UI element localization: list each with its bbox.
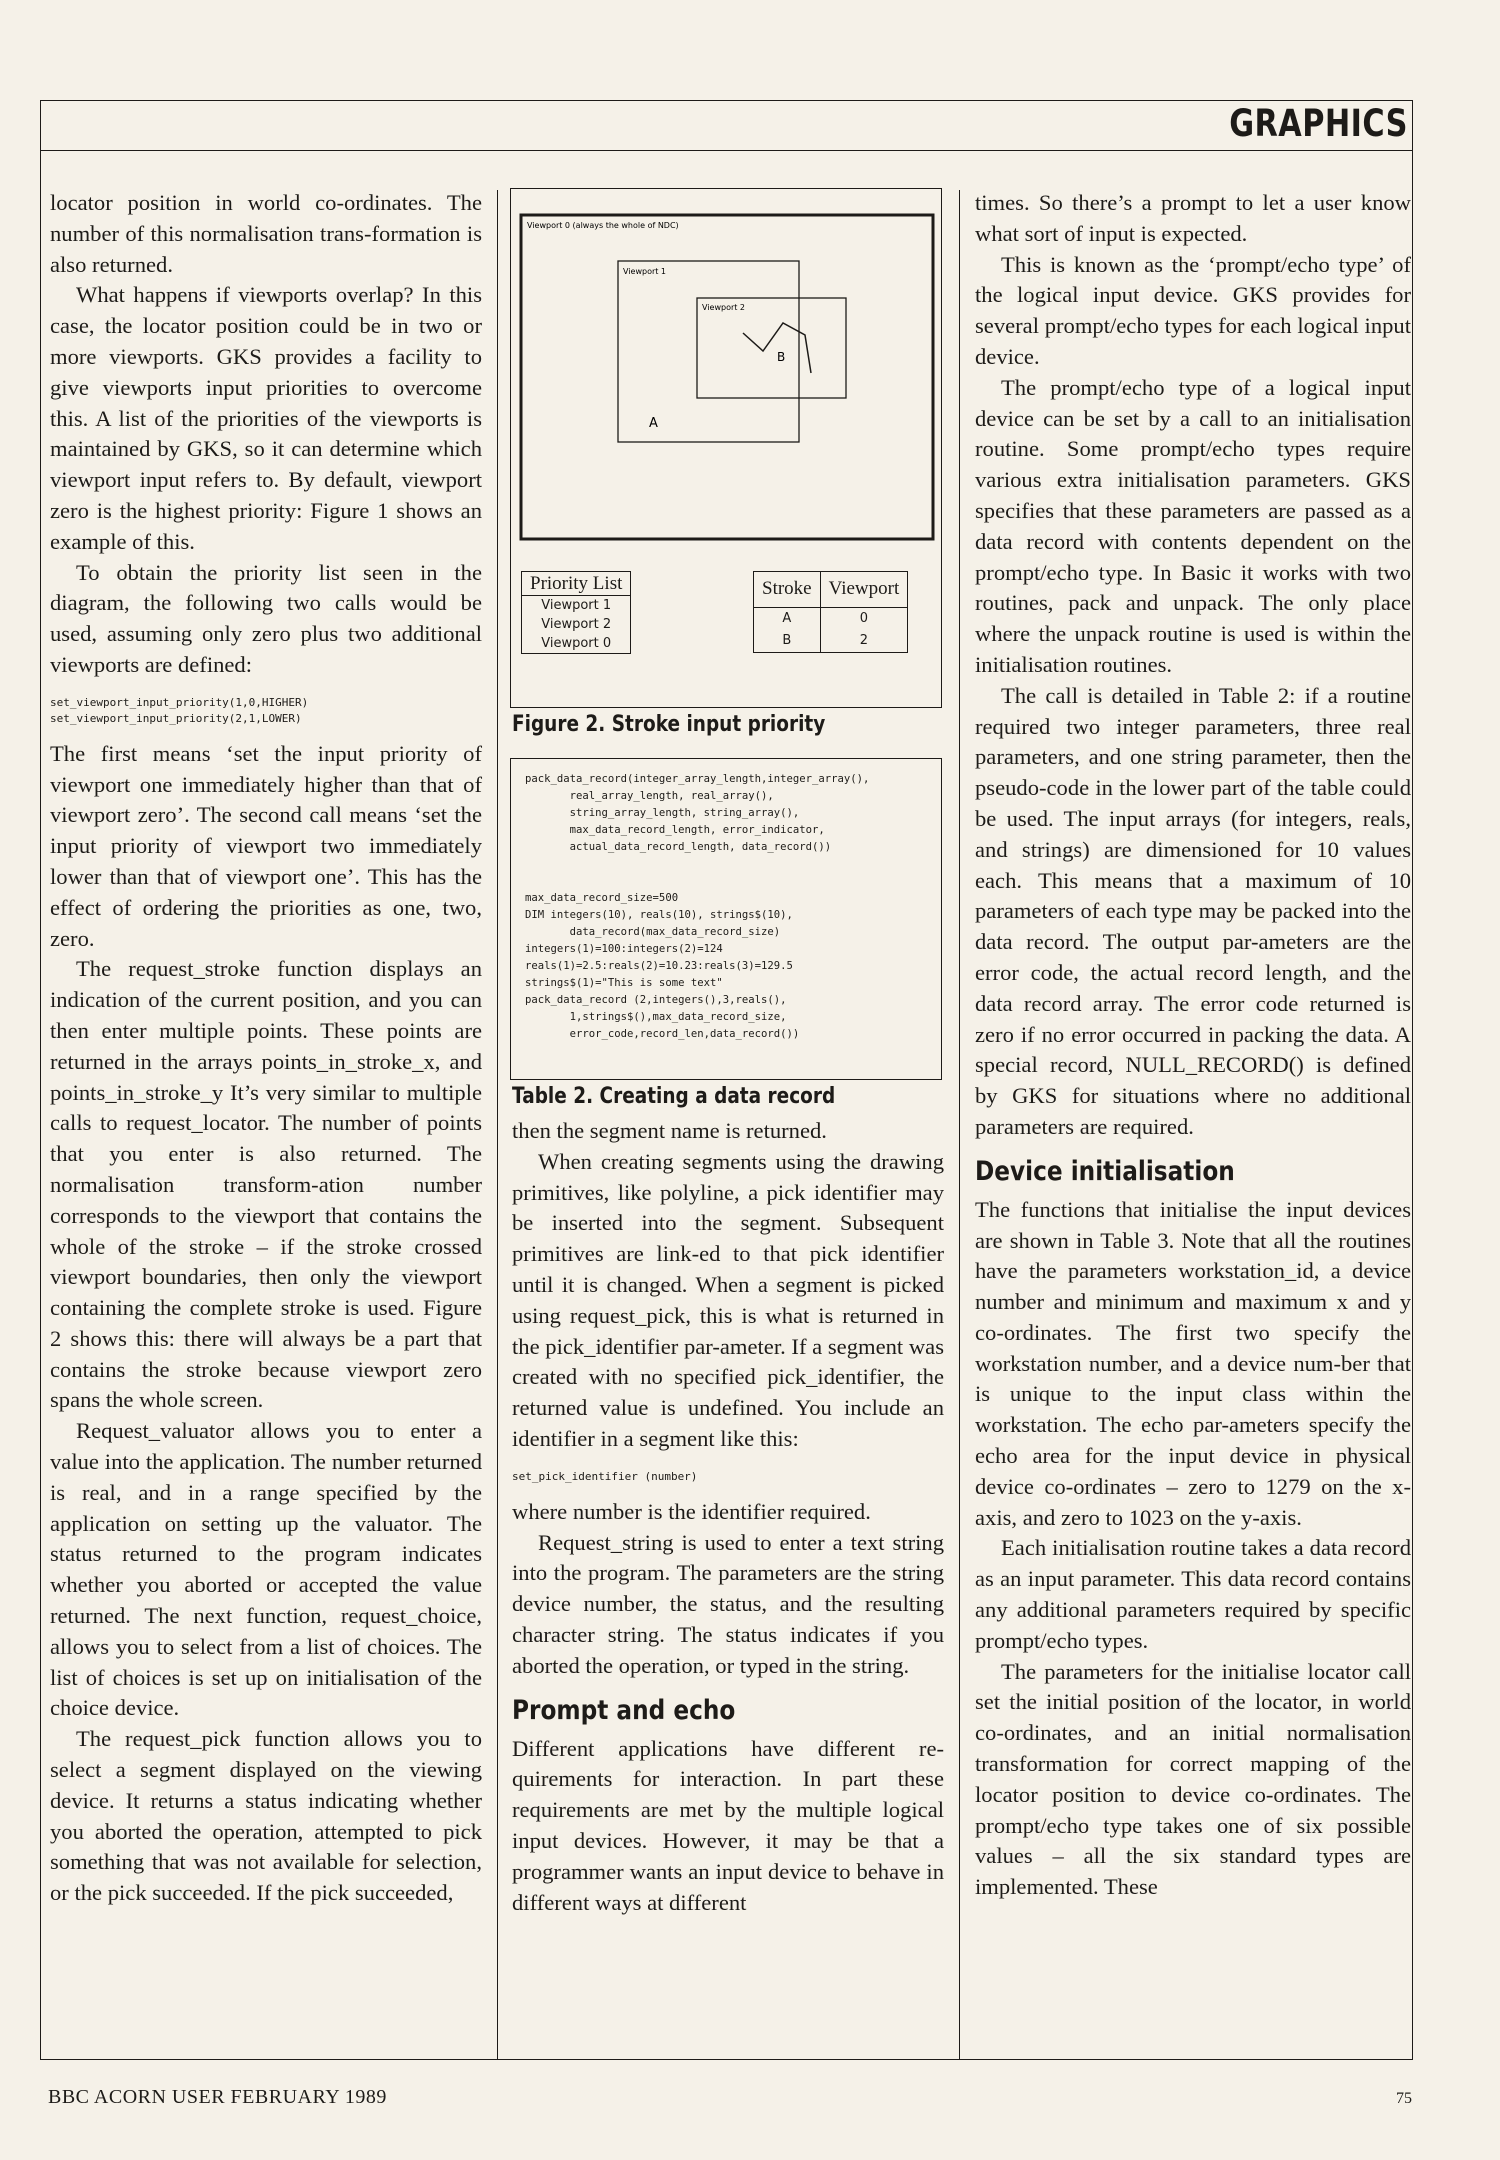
section-heading: Device initialisation: [975, 1155, 1235, 1187]
code-snippet: set_viewport_input_priority(1,0,HIGHER) set_viewport_input_priority(2,1,LOWER): [50, 695, 309, 725]
paragraph: then the segment name is returned.: [512, 1118, 827, 1143]
stroke-path: [743, 323, 811, 373]
table-cell: B: [754, 630, 821, 653]
viewport-1-box: [618, 261, 799, 442]
paragraph: The functions that initialise the input devices are shown in Table 3. Note that all the routines have the parameters workstation_id, a device number and minimum and maximum x and y co-ordinates. The first two specify the workstation number, and a device num-ber that is unique to the input class within the workstation. The echo par-ameters specify the echo area for the input device in physical device co-ordinates – zero to 1279 on the x-axis, and zero to 1023 on the y-axis.: [975, 1196, 1411, 1530]
section-heading: Prompt and echo: [512, 1694, 736, 1726]
table-2: [510, 758, 942, 1080]
paragraph: The request_pick function allows you to select a segment displayed on the viewing device. It returns a status indicating whether you aborted the operation, attempted to pick something that was not available for selection, or the pick succeeded. If the pick succeeded,: [50, 1726, 482, 1906]
figure-2: [510, 188, 942, 708]
code-snippet: set_pick_identifier (number): [512, 1469, 698, 1483]
column-divider: [497, 190, 498, 2060]
footer-magazine-title: BBC ACORN USER FEBRUARY 1989: [48, 2086, 387, 2108]
column-divider: [959, 190, 960, 2060]
stroke-viewport-table: [753, 571, 908, 653]
paragraph: Each initialisation routine takes a data record as an input parameter. This data record contains any additional parameters required by specific prompt/echo types.: [975, 1535, 1411, 1653]
figure-caption: Figure 2. Stroke input priority: [512, 712, 826, 737]
paragraph: The first means ‘set the input priority of viewport one immediately higher than that of viewport zero’. The second call means ‘set the input priority of viewport two immediately lower than that of viewport one’. This has the effect of ordering the priorities as one, two, zero.: [50, 740, 482, 951]
paragraph: When creating segments using the drawing primitives, like polyline, a pick identifier may be inserted into the segment. Subsequent primitives are link-ed to that pick identifier until it is changed. When a segment is picked using request_pick, this is what is returned in the pick_identifier par-ameter. If a segment was created with no specified pick_identifier, the returned value is undefined. You include an identifier in a segment like this:: [512, 1148, 944, 1451]
paragraph: locator position in world co-ordinates. The number of this normalisation trans-formation is also returned.: [50, 190, 482, 277]
priority-list-table: [521, 571, 631, 654]
paragraph: The request_stroke function displays an indication of the current position, and you can then enter multiple points. These points are returned in the arrays points_in_stroke_x, and points_in_stroke_y It’s very similar to multiple calls to request_locator. The number of points that you enter is also returned. The normalisation transform-ation number corresponds to the viewport that contains the whole of the stroke – if the stroke crossed viewport boundaries, then only the viewport containing the complete stroke is used. Figure 2 shows this: there will always be a part that contains the stroke because viewport zero spans the whole screen.: [50, 956, 482, 1413]
column-1: [50, 188, 482, 1909]
code-listing: pack_data_record(integer_array_length,integer_array(), real_array_length, real_array(), string_array_length, string_array(), max_data_record_length, error_indicator, actual_data_record_length, data_record()) max_data_record_size=500 DIM integers(10), reals(10), strings$(10), data_record(max_data_record_size) integers(1)=100:integers(2)=124 reals(1)=2.5:reals(2)=10.23:reals(3)=129.5 strings$(1)="This is some text" pack_data_record (2,integers(),3,reals(), 1,strings$(),max_data_record_size, error_code,record_len,data_record()): [525, 773, 870, 1040]
viewport-2-box: [697, 298, 846, 398]
priority-item: Viewport 0: [522, 634, 631, 654]
table-caption: Table 2. Creating a data record: [512, 1084, 836, 1109]
priority-item: Viewport 1: [522, 596, 631, 616]
paragraph: The parameters for the initialise locator call set the initial position of the locator, in world co-ordinates, and an initial normalisation transformation for correct mapping of the locator position to device co-ordinates. The prompt/echo type takes one of six possible values – all the six standard types are implemented. These: [975, 1658, 1411, 1900]
table-cell: 0: [820, 607, 908, 630]
viewport-2-label: Viewport 2: [702, 303, 746, 312]
priority-item: Viewport 2: [522, 615, 631, 634]
header-rule: [40, 150, 1413, 151]
page-number: 75: [1396, 2090, 1412, 2107]
paragraph: Request_string is used to enter a text string into the program. The parameters are the string device number, the status, and the resulting character string. The status indicates if you aborted the operation, or typed in the string.: [512, 1529, 944, 1678]
point-a-label: A: [649, 416, 658, 431]
column-3: [975, 188, 1411, 1903]
viewport-0-box: [521, 215, 933, 539]
section-title: GRAPHICS: [1229, 102, 1408, 145]
paragraph: The call is detailed in Table 2: if a routine required two integer parameters, three real parameters, and one string parameter, then the pseudo-code in the lower part of the table could be used. The input arrays (for integers, reals, and strings) are dimensioned for 10 values each. This means that a maximum of 10 parameters of each type may be packed into the data record. The output par-ameters are the error code, the actual record length, and the data record array. The error code returned is zero if no error occurred in packing the data. A special record, NULL_RECORD() is defined by GKS for situations where no additional parameters are required.: [975, 682, 1411, 1139]
column-2: [512, 188, 944, 1918]
viewport-1-label: Viewport 1: [623, 267, 667, 276]
paragraph: times. So there’s a prompt to let a user know what sort of input is expected.: [975, 190, 1411, 246]
viewport-0-label: Viewport 0 (always the whole of NDC): [527, 221, 679, 230]
table-cell: 2: [820, 630, 908, 653]
paragraph: Different applications have different re-quirements for interaction. In part these requirements are met by the multiple logical input devices. However, it may be that a programmer wants an input device to behave in different ways at different: [512, 1735, 944, 1915]
paragraph: The prompt/echo type of a logical input device can be set by a call to an initialisation routine. Some prompt/echo types require various extra initialisation parameters. GKS specifies that these parameters are passed as a data record with contents dependent on the prompt/echo type. In Basic it works with two routines, pack and unpack. The only place where the unpack routine is used is within the initialisation routines.: [975, 374, 1411, 677]
priority-list-header: Priority List: [522, 572, 631, 596]
table-cell: A: [754, 607, 821, 630]
paragraph: Request_valuator allows you to enter a value into the application. The number returned is real, and in a range specified by the application on setting up the valuator. The status returned to the program indicates whether you aborted or accepted the value returned. The next function, request_choice, allows you to select from a list of choices. The list of choices is set up on initialisation of the choice device.: [50, 1418, 482, 1721]
paragraph: This is known as the ‘prompt/echo type’ of the logical input device. GKS provides for several prompt/echo types for each logical input device.: [975, 251, 1411, 369]
paragraph: To obtain the priority list seen in the diagram, the following two calls would be used, assuming only zero plus two additional viewports are defined:: [50, 559, 482, 677]
paragraph: where number is the identifier required.: [512, 1498, 871, 1524]
paragraph: What happens if viewports overlap? In this case, the locator position could be in two or more viewports. GKS provides a facility to give viewports input priorities to overcome this. A list of the priorities of the viewports is maintained by GKS, so it can determine which viewport input refers to. By default, viewport zero is the highest priority: Figure 1 shows an example of this.: [50, 282, 482, 554]
stroke-header: Stroke: [754, 572, 821, 608]
point-b-label: B: [777, 350, 786, 364]
viewport-header: Viewport: [820, 572, 908, 608]
